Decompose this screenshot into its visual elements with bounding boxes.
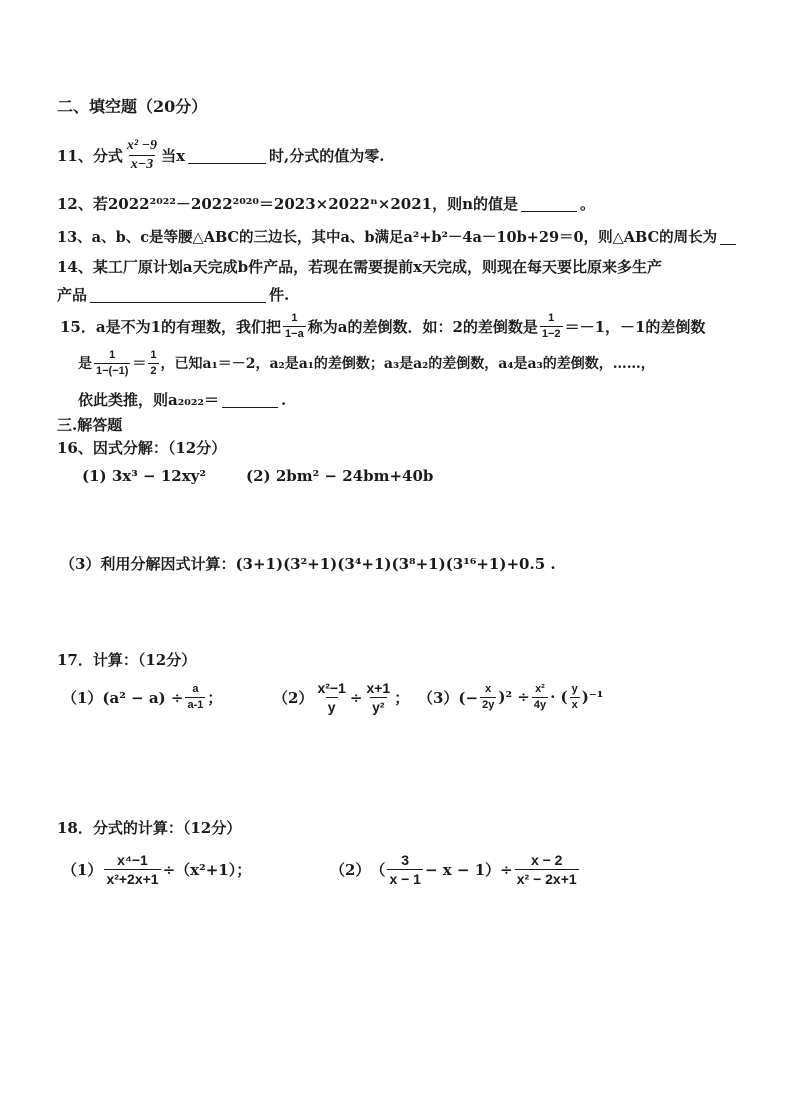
question-18-title: 18．分式的计算：（12分） [57, 819, 242, 837]
q15-fraction-4 [148, 349, 158, 377]
q17-p3-numerator-2: x² [535, 683, 545, 695]
q17-p2-numerator-1: x²−1 [317, 680, 346, 696]
question-15-line3 [78, 389, 286, 410]
q11-mid: 当x [161, 147, 186, 166]
q15-answer-blank[interactable] [222, 392, 278, 408]
q11-suffix: 时,分式的值为零. [269, 147, 385, 166]
q15-f4-numerator: 1 [150, 349, 157, 361]
q17-p2-numerator-2: x+1 [366, 680, 391, 696]
q17-part3 [418, 683, 603, 711]
q18-p1-suffix: ÷（x²+1）； [162, 861, 252, 880]
q11-answer-blank[interactable] [188, 148, 266, 164]
q18-p1-fraction [104, 852, 160, 887]
q17-p1-numerator: a [192, 683, 199, 695]
q14-answer-blank[interactable] [90, 287, 266, 303]
question-16-title: 16、因式分解：（12分） [57, 439, 227, 457]
q18-p2-denominator-2: x² − 2x+1 [516, 871, 577, 888]
q18-p2-fraction-2 [515, 852, 579, 887]
section-fill-in-title: 二、填空题（20分） [57, 97, 208, 116]
q17-p3-mid-2: · ( [550, 688, 568, 707]
q15-part2: 称为a的差倒数．如：2的差倒数是 [307, 317, 538, 336]
q15-part4: 是 [78, 356, 92, 373]
q17-p3-denominator-2: 4y [533, 698, 547, 711]
section-solve-title: 三.解答题 [57, 416, 123, 434]
q17-p1-suffix: ； [207, 688, 223, 707]
q15-part6: ，已知a₁＝－2，a₂是a₁的差倒数；a₃是a₂的差倒数，a₄是a₃的差倒数，……， [160, 356, 655, 373]
q15-f2-denominator: 1−2 [541, 327, 561, 340]
q17-p3-mid-1: )² ÷ [498, 688, 530, 707]
q13-text: 13、a、b、c是等腰△ABC的三边长，其中a、b满足a²+b²－4a－10b+29＝0，则△ABC的周长为 [57, 229, 718, 246]
q18-p2-numerator-1: 3 [401, 852, 410, 868]
q16-part1: (1) 3x³ − 12xy² [82, 467, 206, 485]
q11-numerator: x² −9 [126, 138, 158, 153]
q15-part3: ＝－1，－1的差倒数 [564, 317, 706, 336]
q17-p3-numerator-3: y [571, 683, 578, 695]
question-11 [57, 138, 384, 173]
q18-part2 [330, 852, 581, 887]
q18-p2-fraction-1 [387, 852, 423, 887]
q15-part5: ＝ [132, 356, 147, 373]
q17-p2-suffix: ； [394, 689, 410, 708]
question-12 [57, 193, 595, 214]
q17-p1-fraction [185, 683, 205, 711]
question-14-line1: 14、某工厂原计划a天完成b件产品，若现在需要提前x天完成，则现在每天要比原来多生产 [57, 258, 663, 276]
question-14-line2 [57, 284, 289, 305]
q14-line2-suffix: 件. [269, 286, 290, 304]
q16-part2: (2) 2bm² − 24bm+40b [246, 467, 434, 485]
q17-part1 [62, 683, 222, 711]
q17-p3-fraction-1 [480, 683, 496, 711]
q17-p2-fraction-2 [364, 680, 392, 715]
q17-p2-operator: ÷ [349, 688, 363, 707]
question-17-title: 17．计算：（12分） [57, 651, 197, 669]
q12-suffix: 。 [580, 195, 596, 213]
question-13 [57, 226, 739, 247]
q15-f1-numerator: 1 [291, 312, 298, 324]
q15-f3-denominator: 1−(−1) [96, 364, 129, 377]
q17-p1-prefix: （1）(a² − a) ÷ [62, 688, 184, 707]
q15-part8: . [281, 390, 287, 409]
q17-p3-denominator-3: x [571, 698, 578, 711]
q15-f3-numerator: 1 [109, 349, 116, 361]
q18-p1-denominator: x²+2x+1 [106, 871, 159, 888]
q17-p1-denominator: a-1 [187, 698, 204, 711]
question-15-line1 [60, 312, 705, 340]
q17-p2-denominator-2: y² [372, 699, 385, 716]
q17-p3-numerator-1: x [485, 683, 492, 695]
q15-fraction-2 [540, 312, 563, 340]
q17-p2-fraction-1 [315, 680, 347, 715]
q17-part2 [273, 680, 409, 715]
q15-f2-numerator: 1 [548, 312, 555, 324]
q15-part7: 依此类推，则a₂₀₂₂＝ [78, 391, 219, 409]
q15-f1-denominator: 1−a [285, 327, 304, 340]
q14-line2-prefix: 产品 [57, 286, 88, 304]
q18-p2-numerator-2: x − 2 [530, 852, 563, 868]
question-15-line2 [78, 349, 655, 377]
q11-denominator: x−3 [130, 157, 154, 173]
q17-p2-denominator-1: y [327, 699, 336, 716]
q12-answer-blank[interactable] [521, 196, 577, 212]
q13-answer-blank[interactable] [720, 229, 736, 245]
q12-text: 12、若2022²⁰²²－2022²⁰²⁰＝2023×2022ⁿ×2021，则n的值是 [57, 195, 519, 213]
q18-p2-prefix: （2） （ [330, 861, 386, 880]
q11-prefix: 11、分式 [57, 147, 123, 166]
q15-part1: 15．a是不为1的有理数，我们把 [60, 317, 282, 336]
q18-part1 [62, 852, 251, 887]
q17-p3-suffix: )⁻¹ [581, 688, 604, 707]
q17-p2-prefix: （2） [273, 689, 314, 708]
q15-fraction-3 [94, 349, 130, 377]
q17-p3-fraction-3 [570, 683, 580, 711]
q18-p1-numerator: x⁴−1 [117, 852, 148, 868]
q15-f4-denominator: 2 [150, 364, 157, 377]
q16-part3: （3）利用分解因式计算：(3+1)(3²+1)(3⁴+1)(3⁸+1)(3¹⁶+1)+0.5 . [60, 555, 556, 573]
q11-fraction [125, 138, 159, 173]
q17-p3-prefix: （3）(− [418, 688, 479, 707]
q18-p2-mid: − x − 1）÷ [424, 861, 513, 880]
q18-p2-denominator-1: x − 1 [389, 871, 421, 888]
q17-p3-denominator-1: 2y [482, 698, 495, 711]
q15-fraction-1 [283, 312, 306, 340]
q18-p1-prefix: （1） [62, 861, 103, 880]
q17-p3-fraction-2 [532, 683, 548, 711]
